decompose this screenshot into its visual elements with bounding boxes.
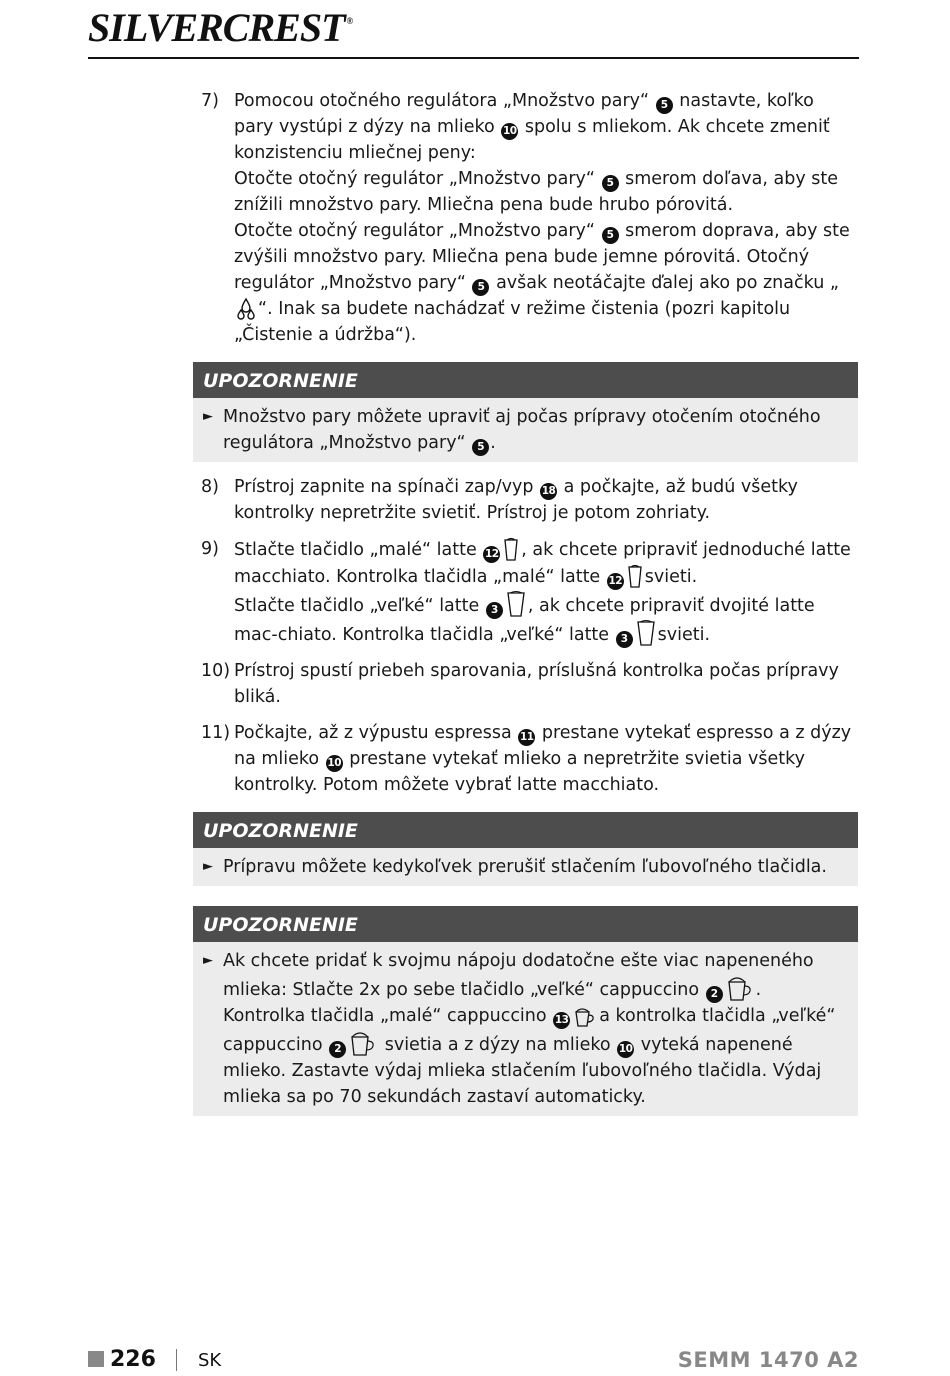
step-text: Prístroj spustí priebeh sparovania, príslušná kontrolka počas prípravy bliká. (234, 661, 839, 707)
step-text: Počkajte, až z výpustu espressa 11 prestane vytekať espresso a z dýzy na mlieko 10 prestane vytekať mlieko a nepretržite svietia všetky kontrolky. Potom môžete vybrať latte macchiato. (234, 723, 852, 795)
step-text: Prístroj zapnite na spínači zap/vyp 18 a počkajte, až budú všetky kontrolky nepretržite svietiť. Prístroj je potom zohriaty. (234, 477, 798, 523)
header-rule (88, 57, 859, 59)
step-10 (193, 658, 858, 710)
large-cup-icon (348, 1029, 378, 1057)
note-title: UPOZORNENIE (193, 906, 858, 942)
small-glass-icon (626, 563, 644, 589)
language-code: SK (198, 1350, 222, 1371)
note-body: ► Prípravu môžete kedykoľvek prerušiť stlačením ľubovoľného tlačidla. (193, 848, 858, 886)
arrow-bullet-icon: ► (203, 953, 213, 968)
large-glass-icon (505, 590, 527, 618)
ref-badge: 5 (472, 439, 489, 456)
small-glass-icon (502, 536, 520, 562)
ref-badge: 2 (706, 986, 723, 1003)
note-body: ► Množstvo pary môžete upraviť aj počas prípravy otočením otočného regulátora „Množstvo pary“ 5 . (193, 398, 858, 462)
step-text: Stlačte tlačidlo „malé“ latte 12 , ak chcete pripraviť jednoduché latte macchiato. Kontrolka tlačidla „malé“ latte 12 svieti. Stlačte tlačidlo „veľké“ latte 3 , ak chcete pripraviť dvojité latte mac-chiato. Kontrolka tlačidla „veľké“ latte 3 svieti. (234, 536, 858, 648)
step-text: Pomocou otočného regulátora „Množstvo pary“ 5 nastavte, koľko pary vystúpi z dýzy na mlieko 10 spolu s mliekom. Ak chcete zmeniť konzistenciu mliečnej peny: Otočte otočný regulátor „Množstvo pary“ 5 smerom doľava, aby ste znížili množstvo pary. Mliečna pena bude hrubo pórovitá. Otočte otočný regulátor „Množstvo pary“ 5 smerom doprava, aby ste zvýšili množstvo pary. Mliečna pena bude jemne pórovitá. Otočný regulátor „Množstvo pary“ 5 avšak neotáčajte ďalej ako po značku „“. Inak sa budete nachádzať v režime čistenia (pozri kapitolu „Čistenie a údržba“). (234, 91, 850, 345)
small-cup-icon (572, 1004, 598, 1028)
arrow-bullet-icon: ► (203, 409, 213, 424)
step-number: 11) (201, 723, 231, 743)
step-7 (193, 88, 858, 348)
ref-badge: 5 (602, 227, 619, 244)
ref-badge: 10 (326, 755, 343, 772)
page-number: 226 (110, 1347, 156, 1372)
step-number: 10) (201, 661, 231, 681)
ref-badge: 12 (607, 573, 624, 590)
note-body: ► Ak chcete pridať k svojmu nápoju dodatočne ešte viac napeneného mlieka: Stlačte 2x po sebe tlačidlo „veľké“ cappuccino 2 . Kontrolka tlačidla „malé“ cappuccino 13 a kontrolka tlačidla „veľké“ cappuccino 2 svietia a z dýzy na mlieko 10 vyteká napenené mlieko. Zastavte výdaj mlieka stlačením ľubovoľného tlačidla. Výdaj mlieka sa po 70 sekundách zastaví automaticky. (193, 942, 858, 1116)
ref-badge: 2 (329, 1041, 346, 1058)
note-box (193, 906, 858, 1116)
ref-badge: 3 (616, 631, 633, 648)
note-box (193, 362, 858, 462)
step-number: 9) (201, 539, 219, 559)
large-glass-icon (635, 619, 657, 647)
page-footer (88, 1346, 859, 1376)
ref-badge: 18 (540, 483, 557, 500)
ref-badge: 5 (656, 97, 673, 114)
large-cup-icon (725, 974, 755, 1002)
note-title: UPOZORNENIE (193, 362, 858, 398)
page-content (193, 88, 858, 1128)
ref-badge: 10 (617, 1041, 634, 1058)
brand-logo: SILVERCREST ® (88, 5, 353, 50)
ref-badge: 10 (501, 123, 518, 140)
ref-badge: 13 (553, 1012, 570, 1029)
note-box (193, 812, 858, 886)
step-11 (193, 720, 858, 798)
ref-badge: 5 (602, 175, 619, 192)
model-number: SEMM 1470 A2 (677, 1348, 859, 1372)
footer-square-icon (88, 1351, 104, 1367)
arrow-bullet-icon: ► (203, 859, 213, 874)
footer-divider (176, 1349, 177, 1371)
step-9 (193, 536, 858, 648)
step-number: 8) (201, 477, 219, 497)
ref-badge: 5 (472, 279, 489, 296)
drops-icon (235, 297, 257, 321)
ref-badge: 12 (483, 546, 500, 563)
step-number: 7) (201, 91, 219, 111)
ref-badge: 11 (518, 729, 535, 746)
ref-badge: 3 (486, 602, 503, 619)
step-8 (193, 474, 858, 526)
note-title: UPOZORNENIE (193, 812, 858, 848)
